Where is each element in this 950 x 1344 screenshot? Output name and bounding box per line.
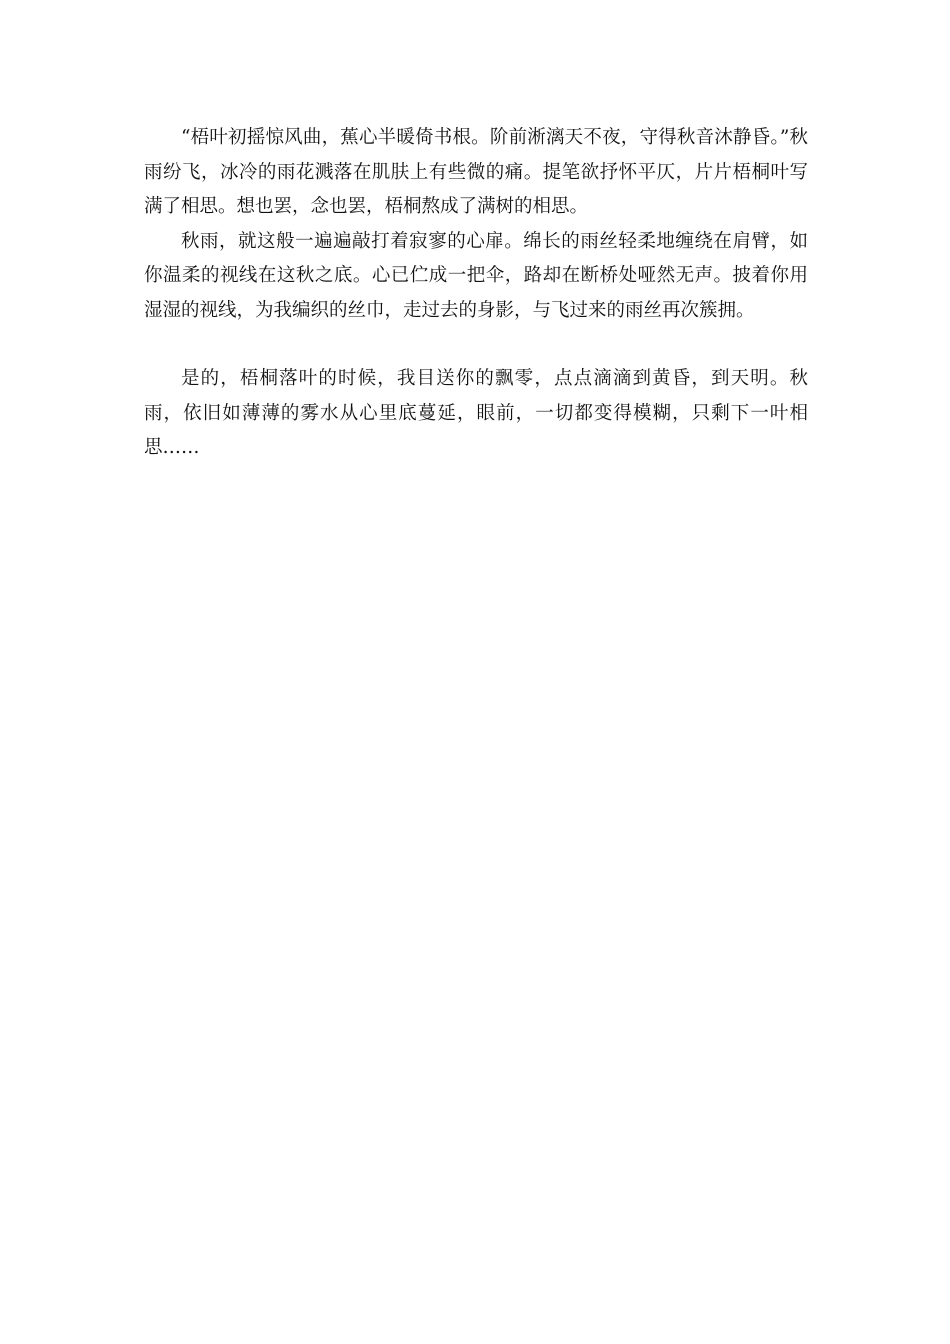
paragraph-2: 秋雨，就这般一遍遍敲打着寂寥的心扉。绵长的雨丝轻柔地缠绕在肩臂，如你温柔的视线在这秋之底。心已伫成一把伞，路却在断桥处哑然无声。披着你用湿湿的视线，为我编织的丝巾，走过去的身影，与飞过来的雨丝再次簇拥。: [144, 230, 808, 321]
blank-line: [144, 328, 808, 362]
paragraph-3: 是的，梧桐落叶的时候，我目送你的飘零，点点滴滴到黄昏，到天明。秋雨，依旧如薄薄的雾水从心里底蔓延，眼前，一切都变得模糊，只剩下一叶相思……: [144, 368, 808, 458]
paragraph-1: “梧叶初摇惊风曲，蕉心半暖倚书根。阶前淅漓天不夜，守得秋音沐静昏。”秋雨纷飞，冰冷的雨花溅落在肌肤上有些微的痛。提笔欲抒怀平仄，片片梧桐叶写满了相思。想也罢，念也罢，梧桐熬成了满树的相思。: [144, 127, 808, 217]
document-body: [144, 121, 808, 466]
